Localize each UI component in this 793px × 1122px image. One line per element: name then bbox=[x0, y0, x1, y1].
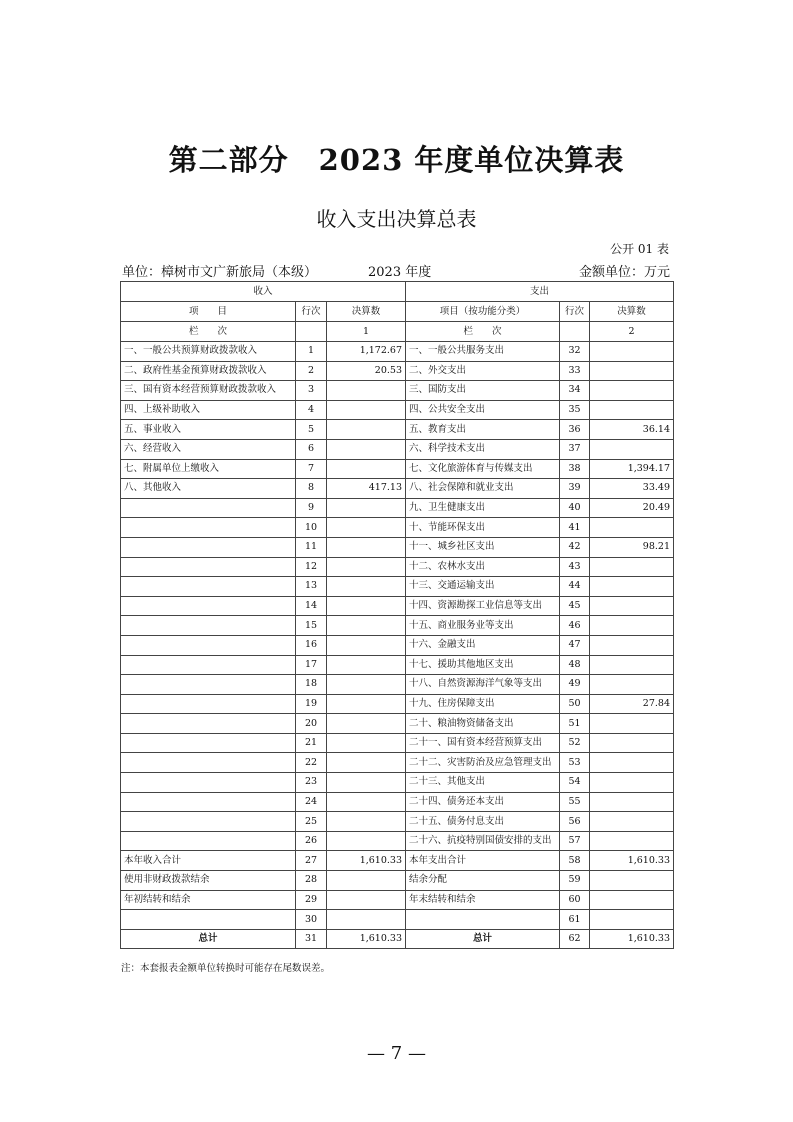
expense-row-no-cell: 53 bbox=[560, 753, 590, 773]
expense-row-no-cell: 51 bbox=[560, 714, 590, 734]
table-row bbox=[121, 557, 674, 577]
table-row bbox=[121, 910, 674, 930]
expense-amount-cell bbox=[590, 439, 674, 459]
money-unit: 金额单位：万元 bbox=[578, 265, 670, 280]
income-amount-cell bbox=[327, 616, 406, 636]
table-row bbox=[121, 537, 674, 557]
expense-item-cell: 五、教育支出 bbox=[406, 420, 560, 440]
expense-row-no-cell: 62 bbox=[560, 929, 590, 949]
income-amount-cell bbox=[327, 420, 406, 440]
income-amount-header: 决算数 bbox=[327, 302, 406, 322]
expense-row-no-cell: 50 bbox=[560, 694, 590, 714]
table-row bbox=[121, 851, 674, 871]
expense-row-no-cell: 55 bbox=[560, 792, 590, 812]
expense-item-cell: 一、一般公共服务支出 bbox=[406, 342, 560, 362]
expense-item-cell bbox=[406, 910, 560, 930]
income-row-no-cell: 12 bbox=[296, 557, 327, 577]
expense-item-header: 项目（按功能分类） bbox=[406, 302, 560, 322]
table-row bbox=[121, 400, 674, 420]
table-row bbox=[121, 596, 674, 616]
table-row bbox=[121, 831, 674, 851]
income-amount-cell bbox=[327, 537, 406, 557]
expense-amount-cell bbox=[590, 910, 674, 930]
income-item-cell: 六、经营收入 bbox=[121, 439, 296, 459]
expense-row-no-cell: 48 bbox=[560, 655, 590, 675]
income-item-cell bbox=[121, 616, 296, 636]
income-row-no-cell: 29 bbox=[296, 890, 327, 910]
income-amount-cell bbox=[327, 518, 406, 538]
income-lanci-label: 栏 次 bbox=[121, 322, 296, 342]
expense-amount-cell bbox=[590, 733, 674, 753]
table-row bbox=[121, 361, 674, 381]
expense-row-no-cell: 38 bbox=[560, 459, 590, 479]
table-row bbox=[121, 459, 674, 479]
income-row-no-cell: 26 bbox=[296, 831, 327, 851]
expense-amount-cell bbox=[590, 342, 674, 362]
expense-amount-cell bbox=[590, 596, 674, 616]
expense-row-no-cell: 61 bbox=[560, 910, 590, 930]
income-item-cell bbox=[121, 694, 296, 714]
income-item-cell bbox=[121, 635, 296, 655]
expense-amount-cell: 27.84 bbox=[590, 694, 674, 714]
income-item-cell: 五、事业收入 bbox=[121, 420, 296, 440]
income-row-no-cell: 1 bbox=[296, 342, 327, 362]
expense-amount-cell bbox=[590, 361, 674, 381]
table-row bbox=[121, 498, 674, 518]
footnote: 注：本套报表金额单位转换时可能存在尾数误差。 bbox=[121, 963, 331, 974]
table-row bbox=[121, 635, 674, 655]
expense-row-no-cell: 44 bbox=[560, 577, 590, 597]
expense-item-cell: 二十二、灾害防治及应急管理支出 bbox=[406, 753, 560, 773]
table-subtitle: 收入支出决算总表 bbox=[316, 207, 477, 231]
expense-row-no-cell: 37 bbox=[560, 439, 590, 459]
expense-item-cell: 二十六、抗疫特别国债安排的支出 bbox=[406, 831, 560, 851]
expense-row-no-cell: 41 bbox=[560, 518, 590, 538]
table-row bbox=[121, 733, 674, 753]
expense-item-cell: 十六、金融支出 bbox=[406, 635, 560, 655]
expense-item-cell: 八、社会保障和就业支出 bbox=[406, 479, 560, 499]
table-row bbox=[121, 753, 674, 773]
income-amount-cell: 1,172.67 bbox=[327, 342, 406, 362]
table-row bbox=[121, 773, 674, 793]
income-row-no-cell: 7 bbox=[296, 459, 327, 479]
income-amount-cell: 1,610.33 bbox=[327, 851, 406, 871]
expense-row-no-cell: 47 bbox=[560, 635, 590, 655]
expense-item-cell: 结余分配 bbox=[406, 871, 560, 891]
income-item-cell: 八、其他收入 bbox=[121, 479, 296, 499]
income-row-no-cell: 10 bbox=[296, 518, 327, 538]
report-year: 2023 年度 bbox=[368, 265, 432, 280]
expense-amount-cell bbox=[590, 518, 674, 538]
income-amount-cell bbox=[327, 773, 406, 793]
income-item-cell bbox=[121, 753, 296, 773]
expense-item-cell: 十三、交通运输支出 bbox=[406, 577, 560, 597]
expense-item-cell: 总计 bbox=[406, 929, 560, 949]
expense-amount-cell bbox=[590, 557, 674, 577]
expense-amount-cell bbox=[590, 675, 674, 695]
income-row-no-cell: 21 bbox=[296, 733, 327, 753]
expense-amount-cell: 20.49 bbox=[590, 498, 674, 518]
income-item-cell: 一、一般公共预算财政拨款收入 bbox=[121, 342, 296, 362]
income-amount-cell bbox=[327, 498, 406, 518]
income-amount-cell bbox=[327, 733, 406, 753]
expense-amount-cell bbox=[590, 871, 674, 891]
expense-item-cell: 二十三、其他支出 bbox=[406, 773, 560, 793]
expense-amount-cell bbox=[590, 714, 674, 734]
table-row bbox=[121, 714, 674, 734]
income-item-cell bbox=[121, 655, 296, 675]
expense-row-no-cell: 32 bbox=[560, 342, 590, 362]
income-item-cell: 三、国有资本经营预算财政拨款收入 bbox=[121, 381, 296, 401]
income-amount-cell bbox=[327, 831, 406, 851]
income-row-no-cell: 20 bbox=[296, 714, 327, 734]
expense-item-cell: 二十一、国有资本经营预算支出 bbox=[406, 733, 560, 753]
expense-amount-cell bbox=[590, 773, 674, 793]
expense-item-cell: 十、节能环保支出 bbox=[406, 518, 560, 538]
expense-group-header: 支出 bbox=[406, 282, 674, 302]
expense-row-no-cell: 40 bbox=[560, 498, 590, 518]
income-column-number: 1 bbox=[327, 322, 406, 342]
income-row-no-cell: 11 bbox=[296, 537, 327, 557]
income-item-cell bbox=[121, 714, 296, 734]
column-header-row bbox=[121, 302, 674, 322]
expense-item-cell: 本年支出合计 bbox=[406, 851, 560, 871]
expense-amount-cell bbox=[590, 616, 674, 636]
expense-amount-cell bbox=[590, 400, 674, 420]
income-row-no-cell: 31 bbox=[296, 929, 327, 949]
reporting-unit: 单位：樟树市文广新旅局（本级） bbox=[122, 265, 318, 280]
table-row bbox=[121, 577, 674, 597]
income-item-cell: 七、附属单位上缴收入 bbox=[121, 459, 296, 479]
income-item-cell bbox=[121, 498, 296, 518]
income-expense-table bbox=[120, 281, 674, 949]
expense-amount-cell: 1,610.33 bbox=[590, 851, 674, 871]
income-row-no-cell: 19 bbox=[296, 694, 327, 714]
page-title: 第二部分 2023 年度单位决算表 bbox=[168, 143, 625, 177]
expense-row-no-cell: 36 bbox=[560, 420, 590, 440]
expense-row-no-header: 行次 bbox=[560, 302, 590, 322]
income-amount-cell bbox=[327, 557, 406, 577]
income-item-cell bbox=[121, 792, 296, 812]
expense-item-cell: 二十四、债务还本支出 bbox=[406, 792, 560, 812]
expense-row-no-cell: 59 bbox=[560, 871, 590, 891]
expense-row-no-cell: 46 bbox=[560, 616, 590, 636]
income-row-no-cell: 17 bbox=[296, 655, 327, 675]
income-row-no-cell: 15 bbox=[296, 616, 327, 636]
income-amount-cell bbox=[327, 577, 406, 597]
expense-amount-cell bbox=[590, 792, 674, 812]
expense-row-no-cell: 60 bbox=[560, 890, 590, 910]
income-row-no-cell: 14 bbox=[296, 596, 327, 616]
expense-item-cell: 十四、资源勘探工业信息等支出 bbox=[406, 596, 560, 616]
income-row-no-cell: 13 bbox=[296, 577, 327, 597]
column-number-row bbox=[121, 322, 674, 342]
expense-item-cell: 年末结转和结余 bbox=[406, 890, 560, 910]
income-amount-cell bbox=[327, 439, 406, 459]
expense-amount-cell: 1,610.33 bbox=[590, 929, 674, 949]
expense-item-cell: 四、公共安全支出 bbox=[406, 400, 560, 420]
income-row-no-cell: 27 bbox=[296, 851, 327, 871]
income-row-no-cell: 2 bbox=[296, 361, 327, 381]
table-row bbox=[121, 929, 674, 949]
income-item-cell bbox=[121, 733, 296, 753]
expense-lanci-label: 栏 次 bbox=[406, 322, 560, 342]
expense-amount-cell: 98.21 bbox=[590, 537, 674, 557]
income-amount-cell bbox=[327, 812, 406, 832]
income-item-cell: 总计 bbox=[121, 929, 296, 949]
expense-row-no-cell: 33 bbox=[560, 361, 590, 381]
income-item-cell bbox=[121, 831, 296, 851]
page-number: — 7 — bbox=[367, 1043, 426, 1064]
income-item-cell: 使用非财政拨款结余 bbox=[121, 871, 296, 891]
expense-column-number: 2 bbox=[590, 322, 674, 342]
income-item-cell bbox=[121, 577, 296, 597]
expense-amount-cell bbox=[590, 831, 674, 851]
income-row-no-cell: 23 bbox=[296, 773, 327, 793]
income-row-no-cell: 6 bbox=[296, 439, 327, 459]
income-row-no-cell: 24 bbox=[296, 792, 327, 812]
group-header-row bbox=[121, 282, 674, 302]
expense-row-no-cell: 52 bbox=[560, 733, 590, 753]
table-row bbox=[121, 479, 674, 499]
income-row-no-cell: 22 bbox=[296, 753, 327, 773]
expense-item-cell: 六、科学技术支出 bbox=[406, 439, 560, 459]
income-amount-cell bbox=[327, 792, 406, 812]
form-number: 公开 01 表 bbox=[610, 242, 669, 256]
expense-item-cell: 二、外交支出 bbox=[406, 361, 560, 381]
expense-amount-cell bbox=[590, 890, 674, 910]
table-row bbox=[121, 381, 674, 401]
income-amount-cell: 20.53 bbox=[327, 361, 406, 381]
expense-amount-cell bbox=[590, 577, 674, 597]
expense-row-no-cell: 43 bbox=[560, 557, 590, 577]
income-row-no-cell: 5 bbox=[296, 420, 327, 440]
income-amount-cell bbox=[327, 459, 406, 479]
expense-amount-cell: 36.14 bbox=[590, 420, 674, 440]
income-item-cell bbox=[121, 910, 296, 930]
expense-item-cell: 十七、援助其他地区支出 bbox=[406, 655, 560, 675]
income-item-cell: 年初结转和结余 bbox=[121, 890, 296, 910]
income-item-cell: 二、政府性基金预算财政拨款收入 bbox=[121, 361, 296, 381]
expense-amount-cell bbox=[590, 655, 674, 675]
table-row bbox=[121, 518, 674, 538]
income-item-cell bbox=[121, 773, 296, 793]
income-item-cell bbox=[121, 557, 296, 577]
expense-row-no-cell: 58 bbox=[560, 851, 590, 871]
expense-item-cell: 二十、粮油物资储备支出 bbox=[406, 714, 560, 734]
expense-row-no-cell: 34 bbox=[560, 381, 590, 401]
expense-row-no-cell: 35 bbox=[560, 400, 590, 420]
income-item-cell bbox=[121, 596, 296, 616]
expense-item-cell: 十二、农林水支出 bbox=[406, 557, 560, 577]
income-row-no-cell: 8 bbox=[296, 479, 327, 499]
income-amount-cell bbox=[327, 714, 406, 734]
expense-item-cell: 十一、城乡社区支出 bbox=[406, 537, 560, 557]
table-row bbox=[121, 812, 674, 832]
income-amount-cell bbox=[327, 910, 406, 930]
expense-amount-header: 决算数 bbox=[590, 302, 674, 322]
income-item-cell: 本年收入合计 bbox=[121, 851, 296, 871]
income-amount-cell bbox=[327, 890, 406, 910]
expense-item-cell: 十九、住房保障支出 bbox=[406, 694, 560, 714]
income-amount-cell bbox=[327, 400, 406, 420]
expense-lanci-blank bbox=[560, 322, 590, 342]
income-amount-cell bbox=[327, 381, 406, 401]
expense-item-cell: 三、国防支出 bbox=[406, 381, 560, 401]
expense-row-no-cell: 49 bbox=[560, 675, 590, 695]
expense-row-no-cell: 45 bbox=[560, 596, 590, 616]
expense-item-cell: 七、文化旅游体育与传媒支出 bbox=[406, 459, 560, 479]
expense-item-cell: 十五、商业服务业等支出 bbox=[406, 616, 560, 636]
expense-row-no-cell: 54 bbox=[560, 773, 590, 793]
income-row-no-cell: 3 bbox=[296, 381, 327, 401]
expense-row-no-cell: 57 bbox=[560, 831, 590, 851]
income-amount-cell bbox=[327, 675, 406, 695]
table-row bbox=[121, 792, 674, 812]
table-row bbox=[121, 871, 674, 891]
expense-amount-cell bbox=[590, 753, 674, 773]
table-row bbox=[121, 694, 674, 714]
income-item-cell bbox=[121, 518, 296, 538]
income-row-no-cell: 9 bbox=[296, 498, 327, 518]
income-lanci-blank bbox=[296, 322, 327, 342]
income-row-no-header: 行次 bbox=[296, 302, 327, 322]
income-amount-cell: 1,610.33 bbox=[327, 929, 406, 949]
table-row bbox=[121, 420, 674, 440]
table-row bbox=[121, 675, 674, 695]
income-row-no-cell: 25 bbox=[296, 812, 327, 832]
income-item-header: 项 目 bbox=[121, 302, 296, 322]
expense-item-cell: 十八、自然资源海洋气象等支出 bbox=[406, 675, 560, 695]
expense-amount-cell bbox=[590, 812, 674, 832]
income-item-cell bbox=[121, 537, 296, 557]
income-item-cell: 四、上级补助收入 bbox=[121, 400, 296, 420]
table-row bbox=[121, 890, 674, 910]
expense-amount-cell: 33.49 bbox=[590, 479, 674, 499]
income-amount-cell bbox=[327, 635, 406, 655]
income-item-cell bbox=[121, 675, 296, 695]
income-row-no-cell: 16 bbox=[296, 635, 327, 655]
table-row bbox=[121, 616, 674, 636]
income-amount-cell bbox=[327, 596, 406, 616]
income-item-cell bbox=[121, 812, 296, 832]
income-amount-cell bbox=[327, 655, 406, 675]
expense-amount-cell: 1,394.17 bbox=[590, 459, 674, 479]
income-amount-cell: 417.13 bbox=[327, 479, 406, 499]
income-row-no-cell: 30 bbox=[296, 910, 327, 930]
expense-amount-cell bbox=[590, 635, 674, 655]
table-row bbox=[121, 342, 674, 362]
expense-amount-cell bbox=[590, 381, 674, 401]
expense-item-cell: 二十五、债务付息支出 bbox=[406, 812, 560, 832]
expense-row-no-cell: 56 bbox=[560, 812, 590, 832]
expense-row-no-cell: 42 bbox=[560, 537, 590, 557]
report-meta bbox=[122, 261, 670, 279]
expense-item-cell: 九、卫生健康支出 bbox=[406, 498, 560, 518]
income-amount-cell bbox=[327, 871, 406, 891]
income-row-no-cell: 18 bbox=[296, 675, 327, 695]
table-row bbox=[121, 655, 674, 675]
expense-row-no-cell: 39 bbox=[560, 479, 590, 499]
income-row-no-cell: 4 bbox=[296, 400, 327, 420]
income-amount-cell bbox=[327, 753, 406, 773]
income-amount-cell bbox=[327, 694, 406, 714]
income-row-no-cell: 28 bbox=[296, 871, 327, 891]
income-group-header: 收入 bbox=[121, 282, 406, 302]
table-row bbox=[121, 439, 674, 459]
